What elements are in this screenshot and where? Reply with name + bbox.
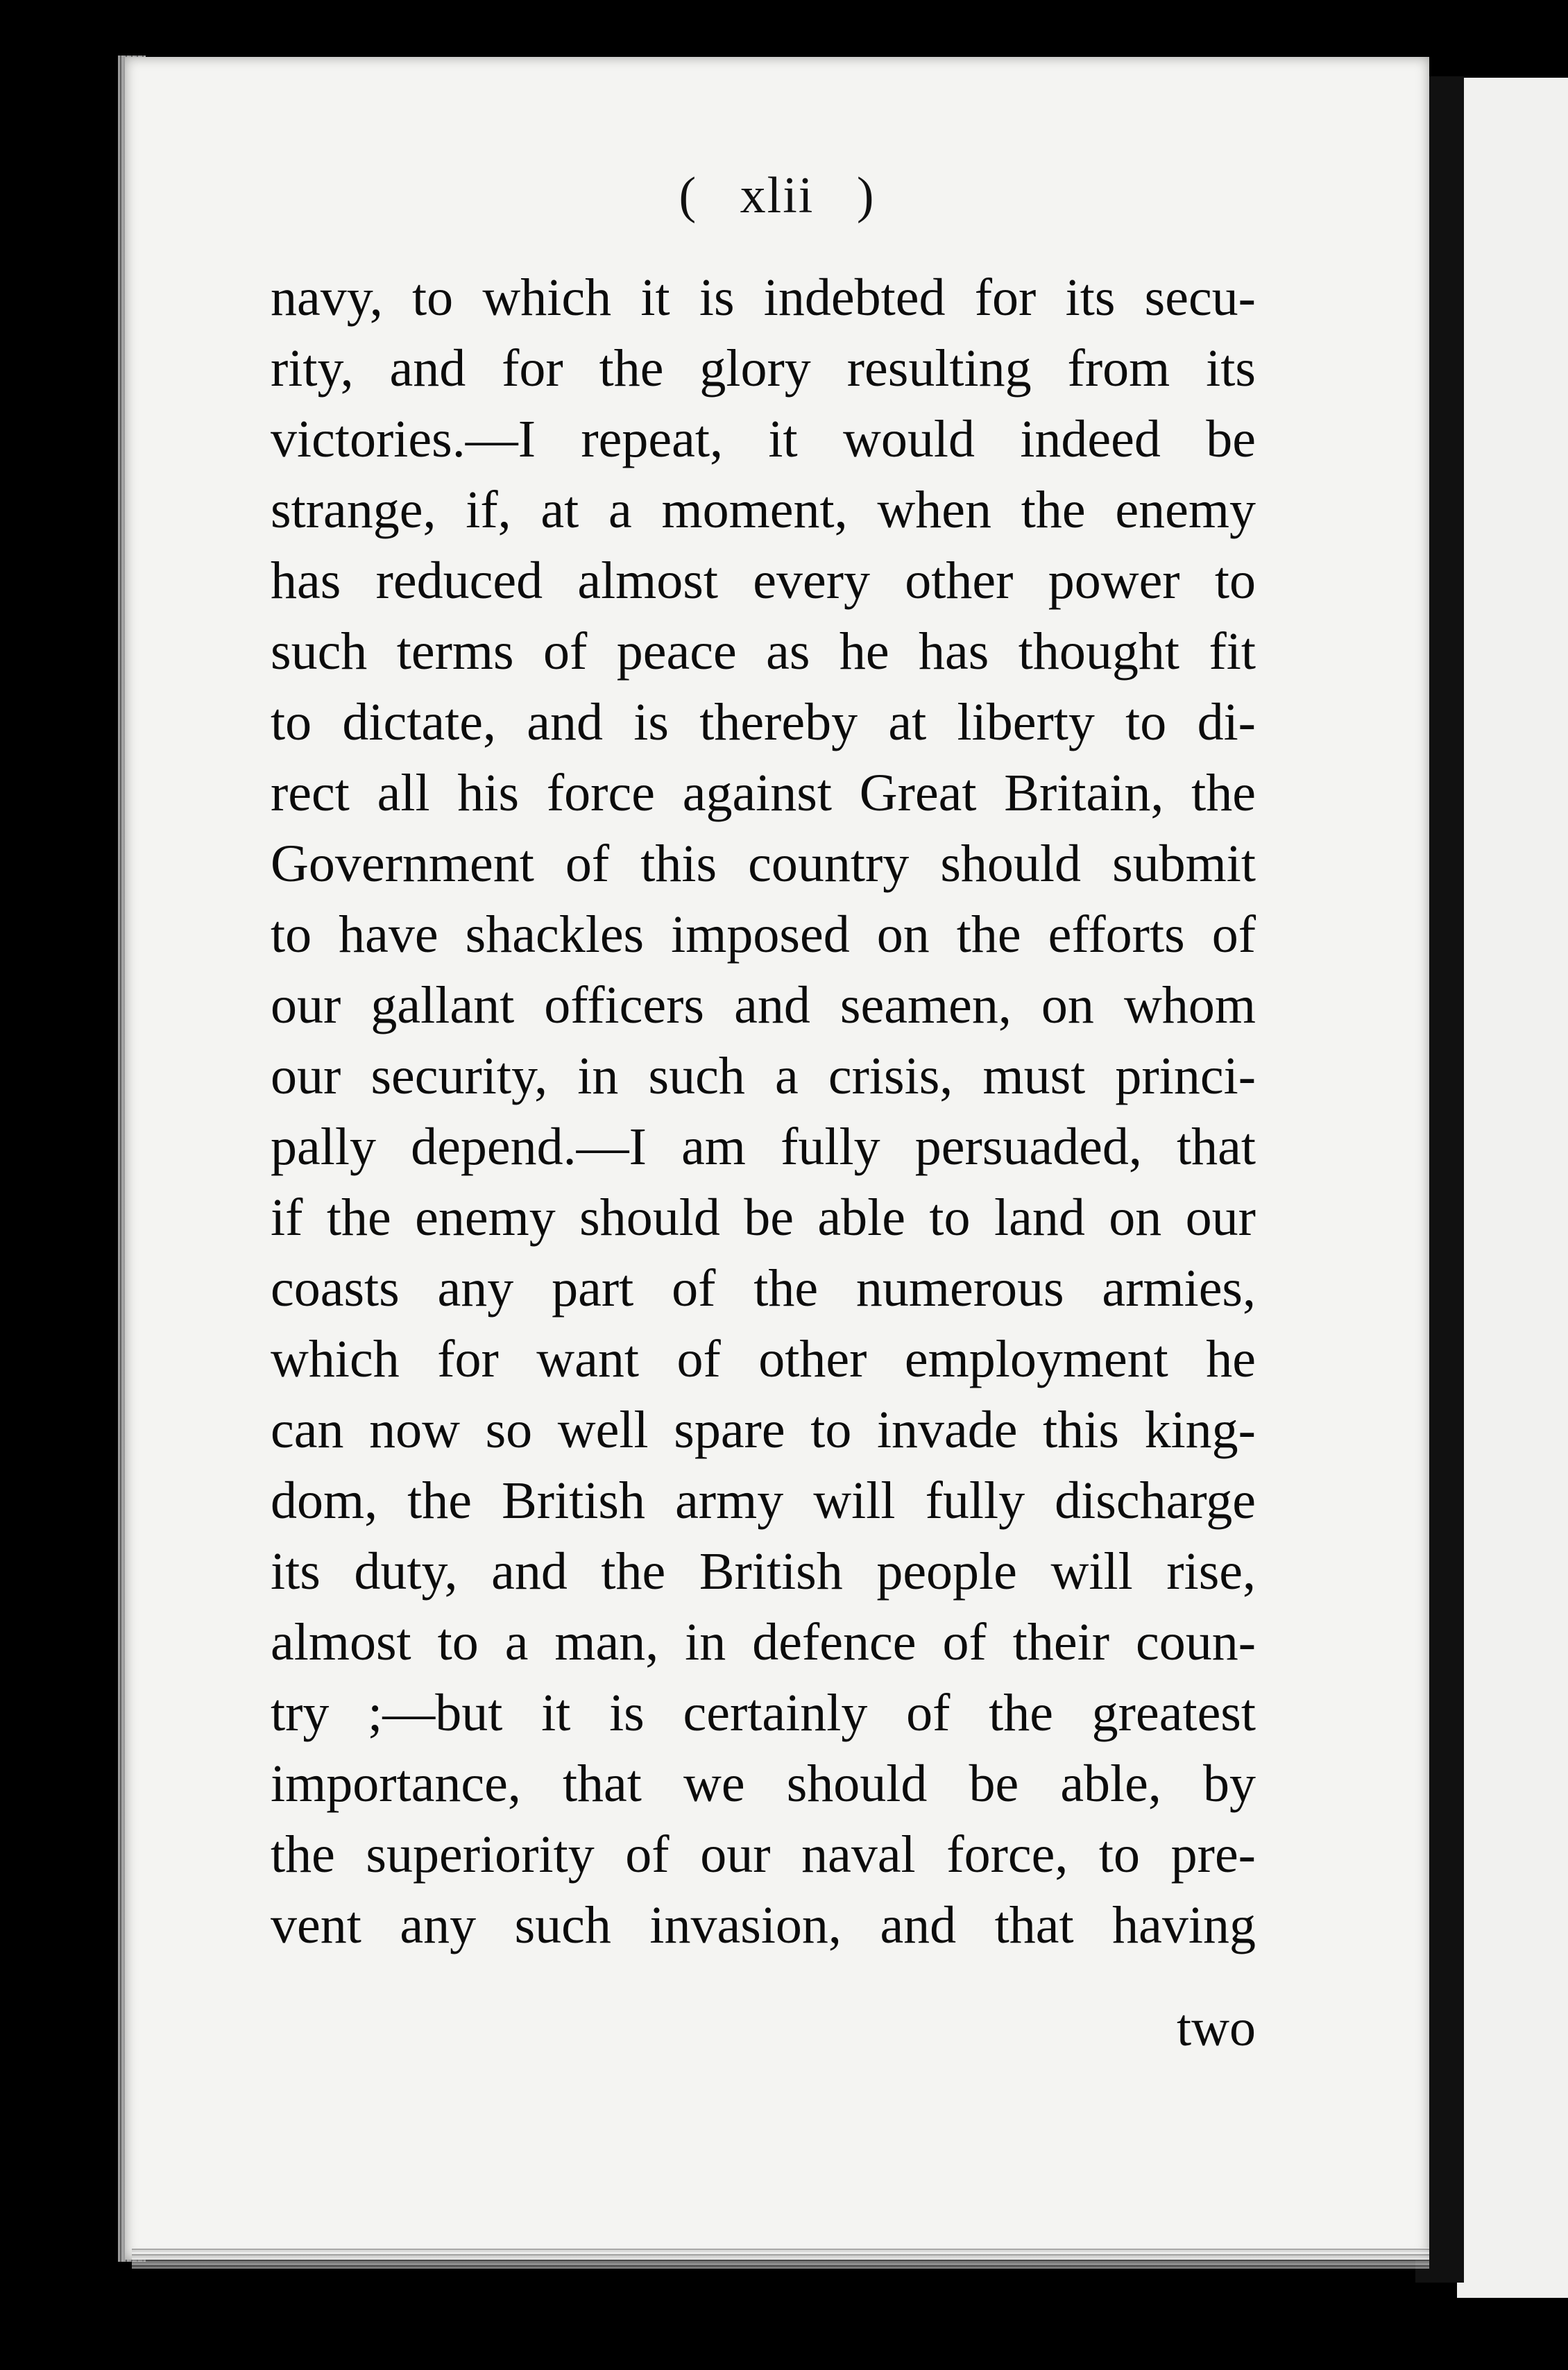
catchword: two <box>1177 1999 1256 2057</box>
text-line: almost to a man, in defence of their coun- <box>271 1613 1256 1671</box>
text-line: dom, the British army will fully discharge <box>271 1472 1256 1530</box>
text-line: navy, to which it is indebted for its secu- <box>271 268 1256 327</box>
text-line: the superiority of our naval force, to pre- <box>271 1825 1256 1884</box>
facing-page-edge <box>1457 78 1568 2298</box>
text-line: which for want of other employment he <box>271 1330 1256 1388</box>
text-line: can now so well spare to invade this king- <box>271 1401 1256 1459</box>
text-line: our gallant officers and seamen, on whom <box>271 976 1256 1034</box>
text-line: such terms of peace as he has thought fit <box>271 622 1256 681</box>
text-line: to dictate, and is thereby at liberty to di- <box>271 693 1256 751</box>
text-line: victories.—I repeat, it would indeed be <box>271 410 1256 468</box>
page-edge-bottom <box>132 2248 1429 2269</box>
text-line: coasts any part of the numerous armies, <box>271 1259 1256 1318</box>
text-line: has reduced almost every other power to <box>271 552 1256 610</box>
text-line: to have shackles imposed on the efforts of <box>271 905 1256 964</box>
text-line: its duty, and the British people will rise, <box>271 1542 1256 1601</box>
text-line: strange, if, at a moment, when the enemy <box>271 481 1256 539</box>
body-text <box>271 262 1256 1961</box>
text-line: if the enemy should be able to land on our <box>271 1188 1256 1247</box>
text-line: pally depend.—I am fully persuaded, that <box>271 1118 1256 1176</box>
text-line: rity, and for the glory resulting from its <box>271 339 1256 398</box>
text-line: our security, in such a crisis, must princi- <box>271 1047 1256 1105</box>
text-line: vent any such invasion, and that having <box>271 1896 1256 1954</box>
text-line: try ;—but it is certainly of the greatest <box>271 1684 1256 1742</box>
text-line: importance, that we should be able, by <box>271 1755 1256 1813</box>
text-line: Government of this country should submit <box>271 835 1256 893</box>
page-number-header: ( xlii ) <box>679 167 876 224</box>
text-line: rect all his force against Great Britain, the <box>271 764 1256 822</box>
